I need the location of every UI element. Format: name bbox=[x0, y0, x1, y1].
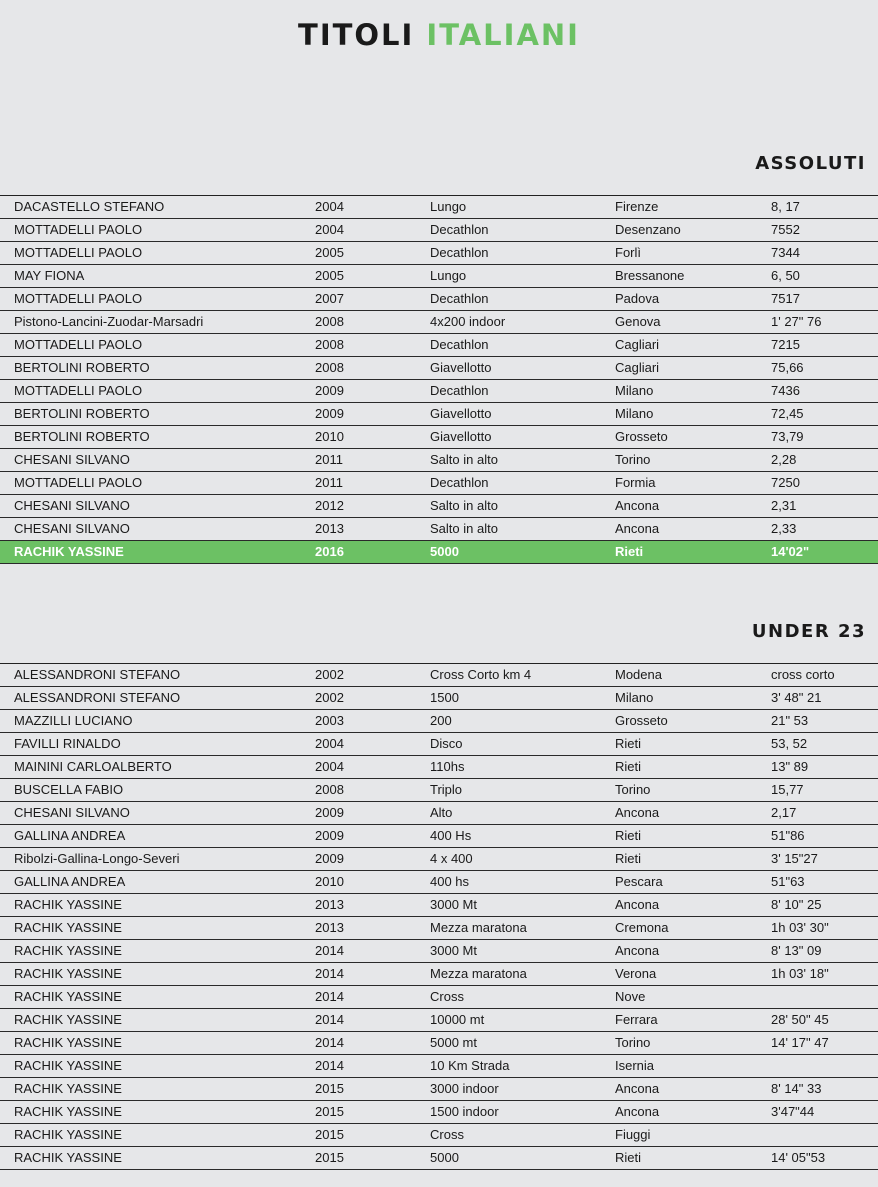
cell-city: Ancona bbox=[615, 521, 660, 536]
cell-event: 4x200 indoor bbox=[430, 314, 506, 329]
cell-result: 2,17 bbox=[771, 805, 797, 820]
cell-name: MOTTADELLI PAOLO bbox=[14, 383, 143, 398]
table-row bbox=[0, 687, 878, 710]
cell-name: RACHIK YASSINE bbox=[14, 544, 124, 559]
table-row bbox=[0, 779, 878, 802]
cell-name: RACHIK YASSINE bbox=[14, 1035, 122, 1050]
cell-name: BERTOLINI ROBERTO bbox=[14, 406, 150, 421]
cell-year: 2014 bbox=[315, 1012, 344, 1027]
cell-city: Rieti bbox=[615, 544, 644, 559]
cell-event: Decathlon bbox=[430, 475, 489, 490]
cell-name: MAININI CARLOALBERTO bbox=[14, 759, 172, 774]
cell-result: 8, 17 bbox=[771, 199, 800, 214]
table-row-highlighted bbox=[0, 541, 878, 564]
cell-year: 2005 bbox=[315, 245, 344, 260]
cell-result: 28' 50" 45 bbox=[771, 1012, 829, 1027]
cell-city: Torino bbox=[615, 1035, 651, 1050]
cell-event: 200 bbox=[430, 713, 452, 728]
cell-city: Ancona bbox=[615, 805, 660, 820]
cell-event: Giavellotto bbox=[430, 360, 492, 375]
cell-city: Verona bbox=[615, 966, 657, 981]
cell-result: 73,79 bbox=[771, 429, 804, 444]
cell-name: MOTTADELLI PAOLO bbox=[14, 337, 143, 352]
cell-year: 2010 bbox=[315, 429, 344, 444]
table-row bbox=[0, 986, 878, 1009]
table-row bbox=[0, 848, 878, 871]
cell-event: 1500 indoor bbox=[430, 1104, 499, 1119]
cell-event: 3000 Mt bbox=[430, 943, 477, 958]
cell-name: RACHIK YASSINE bbox=[14, 943, 122, 958]
cell-year: 2004 bbox=[315, 759, 344, 774]
table-row bbox=[0, 1147, 878, 1170]
cell-name: GALLINA ANDREA bbox=[14, 828, 126, 843]
cell-year: 2015 bbox=[315, 1127, 344, 1142]
cell-name: CHESANI SILVANO bbox=[14, 805, 130, 820]
cell-result: 6, 50 bbox=[771, 268, 800, 283]
cell-year: 2011 bbox=[315, 452, 343, 467]
cell-event: 3000 indoor bbox=[430, 1081, 499, 1096]
cell-name: RACHIK YASSINE bbox=[14, 966, 122, 981]
cell-year: 2004 bbox=[315, 199, 344, 214]
cell-city: Ancona bbox=[615, 943, 660, 958]
table-row bbox=[0, 1101, 878, 1124]
cell-city: Cagliari bbox=[615, 360, 660, 375]
table-row bbox=[0, 733, 878, 756]
cell-result: 21" 53 bbox=[771, 713, 809, 728]
table-row bbox=[0, 288, 878, 311]
cell-city: Grosseto bbox=[615, 713, 668, 728]
cell-result: 2,31 bbox=[771, 498, 797, 513]
cell-year: 2005 bbox=[315, 268, 344, 283]
table-row bbox=[0, 664, 878, 687]
cell-city: Nove bbox=[615, 989, 646, 1004]
cell-name: MOTTADELLI PAOLO bbox=[14, 291, 143, 306]
cell-result: 13" 89 bbox=[771, 759, 809, 774]
cell-city: Padova bbox=[615, 291, 660, 306]
table-row bbox=[0, 357, 878, 380]
cell-year: 2014 bbox=[315, 989, 344, 1004]
cell-event: Giavellotto bbox=[430, 429, 492, 444]
table-row bbox=[0, 242, 878, 265]
cell-result: 51"86 bbox=[771, 828, 805, 843]
cell-event: 3000 Mt bbox=[430, 897, 477, 912]
cell-name: MOTTADELLI PAOLO bbox=[14, 245, 143, 260]
cell-year: 2015 bbox=[315, 1104, 344, 1119]
cell-year: 2004 bbox=[315, 222, 344, 237]
table-row bbox=[0, 1009, 878, 1032]
cell-city: Rieti bbox=[615, 759, 642, 774]
table-row bbox=[0, 940, 878, 963]
cell-event: Salto in alto bbox=[430, 498, 498, 513]
table-row bbox=[0, 894, 878, 917]
table-row bbox=[0, 403, 878, 426]
table-row bbox=[0, 1055, 878, 1078]
cell-name: DACASTELLO STEFANO bbox=[14, 199, 165, 214]
cell-event: 10000 mt bbox=[430, 1012, 485, 1027]
table-row bbox=[0, 495, 878, 518]
cell-result: cross corto bbox=[771, 667, 835, 682]
cell-event: 10 Km Strada bbox=[430, 1058, 510, 1073]
cell-year: 2007 bbox=[315, 291, 344, 306]
table-row bbox=[0, 825, 878, 848]
cell-city: Ancona bbox=[615, 897, 660, 912]
cell-name: CHESANI SILVANO bbox=[14, 452, 130, 467]
cell-year: 2009 bbox=[315, 805, 344, 820]
cell-name: RACHIK YASSINE bbox=[14, 1104, 122, 1119]
cell-city: Rieti bbox=[615, 851, 642, 866]
cell-result: 8' 10" 25 bbox=[771, 897, 822, 912]
cell-result: 14'02" bbox=[771, 544, 810, 559]
cell-year: 2014 bbox=[315, 1035, 344, 1050]
cell-result: 3'47"44 bbox=[771, 1104, 815, 1119]
cell-result: 7344 bbox=[771, 245, 800, 260]
cell-year: 2002 bbox=[315, 667, 344, 682]
cell-event: Disco bbox=[430, 736, 463, 751]
cell-city: Ferrara bbox=[615, 1012, 658, 1027]
cell-year: 2013 bbox=[315, 521, 344, 536]
cell-year: 2014 bbox=[315, 966, 344, 981]
cell-event: Salto in alto bbox=[430, 452, 498, 467]
cell-event: Triplo bbox=[430, 782, 463, 797]
cell-event: Salto in alto bbox=[430, 521, 498, 536]
under23-table bbox=[0, 663, 878, 1170]
cell-event: Mezza maratona bbox=[430, 966, 527, 981]
cell-result: 7215 bbox=[771, 337, 800, 352]
cell-name: MOTTADELLI PAOLO bbox=[14, 222, 143, 237]
table-row bbox=[0, 311, 878, 334]
cell-year: 2013 bbox=[315, 920, 344, 935]
cell-event: 5000 bbox=[430, 544, 459, 559]
cell-year: 2010 bbox=[315, 874, 344, 889]
cell-name: MAZZILLI LUCIANO bbox=[14, 713, 133, 728]
cell-city: Fiuggi bbox=[615, 1127, 651, 1142]
table-row bbox=[0, 449, 878, 472]
cell-event: Cross Corto km 4 bbox=[430, 667, 532, 682]
cell-city: Rieti bbox=[615, 828, 642, 843]
cell-event: Lungo bbox=[430, 268, 467, 283]
section-heading-under23: UNDER 23 bbox=[751, 621, 866, 642]
cell-result: 7517 bbox=[771, 291, 800, 306]
cell-year: 2011 bbox=[315, 475, 343, 490]
cell-result: 7250 bbox=[771, 475, 800, 490]
cell-year: 2012 bbox=[315, 498, 344, 513]
cell-name: RACHIK YASSINE bbox=[14, 897, 122, 912]
table-row bbox=[0, 917, 878, 940]
table-row bbox=[0, 518, 878, 541]
cell-name: RACHIK YASSINE bbox=[14, 920, 122, 935]
cell-city: Rieti bbox=[615, 1150, 642, 1165]
cell-city: Firenze bbox=[615, 199, 659, 214]
cell-event: Cross bbox=[430, 1127, 464, 1142]
cell-year: 2014 bbox=[315, 1058, 344, 1073]
cell-event: 1500 bbox=[430, 690, 459, 705]
cell-name: RACHIK YASSINE bbox=[14, 1127, 122, 1142]
cell-result: 7552 bbox=[771, 222, 800, 237]
cell-event: Cross bbox=[430, 989, 464, 1004]
cell-year: 2009 bbox=[315, 406, 344, 421]
cell-year: 2014 bbox=[315, 943, 344, 958]
cell-year: 2008 bbox=[315, 782, 344, 797]
cell-result: 3' 48" 21 bbox=[771, 690, 822, 705]
cell-city: Ancona bbox=[615, 498, 660, 513]
table-row bbox=[0, 1078, 878, 1101]
cell-year: 2015 bbox=[315, 1150, 344, 1165]
cell-name: BERTOLINI ROBERTO bbox=[14, 429, 150, 444]
cell-city: Bressanone bbox=[615, 268, 685, 283]
cell-year: 2015 bbox=[315, 1081, 344, 1096]
cell-result: 3' 15"27 bbox=[771, 851, 818, 866]
page-title bbox=[0, 18, 878, 52]
cell-event: Alto bbox=[430, 805, 453, 820]
table-row bbox=[0, 871, 878, 894]
cell-name: RACHIK YASSINE bbox=[14, 1081, 122, 1096]
cell-event: Decathlon bbox=[430, 337, 489, 352]
table-row bbox=[0, 196, 878, 219]
table-row bbox=[0, 426, 878, 449]
cell-name: RACHIK YASSINE bbox=[14, 1012, 122, 1027]
cell-year: 2009 bbox=[315, 828, 344, 843]
cell-event: 400 hs bbox=[430, 874, 470, 889]
cell-name: RACHIK YASSINE bbox=[14, 989, 122, 1004]
table-row bbox=[0, 710, 878, 733]
title-part2: ITALIANI bbox=[426, 18, 580, 52]
cell-city: Milano bbox=[615, 406, 654, 421]
table-row bbox=[0, 802, 878, 825]
cell-name: RACHIK YASSINE bbox=[14, 1058, 122, 1073]
cell-year: 2008 bbox=[315, 360, 344, 375]
cell-name: CHESANI SILVANO bbox=[14, 498, 130, 513]
cell-result: 72,45 bbox=[771, 406, 804, 421]
table-row bbox=[0, 472, 878, 495]
cell-event: Decathlon bbox=[430, 222, 489, 237]
cell-city: Torino bbox=[615, 782, 651, 797]
cell-city: Ancona bbox=[615, 1104, 660, 1119]
cell-name: ALESSANDRONI STEFANO bbox=[14, 690, 181, 705]
cell-name: MOTTADELLI PAOLO bbox=[14, 475, 143, 490]
cell-year: 2009 bbox=[315, 851, 344, 866]
cell-event: 5000 mt bbox=[430, 1035, 477, 1050]
cell-event: Giavellotto bbox=[430, 406, 492, 421]
cell-result: 1h 03' 30" bbox=[771, 920, 829, 935]
cell-event: Decathlon bbox=[430, 383, 489, 398]
cell-city: Desenzano bbox=[615, 222, 681, 237]
cell-result: 1' 27" 76 bbox=[771, 314, 822, 329]
cell-result: 8' 14" 33 bbox=[771, 1081, 822, 1096]
table-row bbox=[0, 219, 878, 242]
section-heading-assoluti: ASSOLUTI bbox=[755, 153, 866, 174]
cell-city: Ancona bbox=[615, 1081, 660, 1096]
cell-city: Forlì bbox=[615, 245, 641, 260]
table-row bbox=[0, 334, 878, 357]
cell-event: 5000 bbox=[430, 1150, 459, 1165]
cell-result: 75,66 bbox=[771, 360, 804, 375]
cell-city: Milano bbox=[615, 690, 654, 705]
cell-result: 53, 52 bbox=[771, 736, 808, 751]
cell-name: BERTOLINI ROBERTO bbox=[14, 360, 150, 375]
cell-result: 8' 13" 09 bbox=[771, 943, 822, 958]
cell-city: Genova bbox=[615, 314, 661, 329]
table-row bbox=[0, 963, 878, 986]
cell-result: 51"63 bbox=[771, 874, 805, 889]
cell-event: Lungo bbox=[430, 199, 467, 214]
cell-year: 2002 bbox=[315, 690, 344, 705]
cell-name: BUSCELLA FABIO bbox=[14, 782, 124, 797]
cell-name: GALLINA ANDREA bbox=[14, 874, 126, 889]
cell-city: Formia bbox=[615, 475, 656, 490]
title-part1: TITOLI bbox=[298, 18, 415, 52]
cell-result: 15,77 bbox=[771, 782, 804, 797]
cell-year: 2008 bbox=[315, 314, 344, 329]
cell-name: MAY FIONA bbox=[14, 268, 85, 283]
table-row bbox=[0, 1124, 878, 1147]
cell-year: 2003 bbox=[315, 713, 344, 728]
cell-city: Rieti bbox=[615, 736, 642, 751]
table-row bbox=[0, 756, 878, 779]
cell-city: Cremona bbox=[615, 920, 669, 935]
cell-year: 2008 bbox=[315, 337, 344, 352]
cell-result: 14' 17" 47 bbox=[771, 1035, 829, 1050]
cell-city: Cagliari bbox=[615, 337, 660, 352]
cell-year: 2016 bbox=[315, 544, 344, 559]
cell-year: 2013 bbox=[315, 897, 344, 912]
cell-name: FAVILLI RINALDO bbox=[14, 736, 121, 751]
cell-city: Torino bbox=[615, 452, 651, 467]
cell-result: 2,33 bbox=[771, 521, 797, 536]
cell-year: 2009 bbox=[315, 383, 344, 398]
cell-result: 2,28 bbox=[771, 452, 797, 467]
cell-result: 7436 bbox=[771, 383, 800, 398]
cell-event: 4 x 400 bbox=[430, 851, 473, 866]
cell-result: 1h 03' 18" bbox=[771, 966, 829, 981]
cell-event: Decathlon bbox=[430, 291, 489, 306]
table-row bbox=[0, 380, 878, 403]
cell-city: Pescara bbox=[615, 874, 663, 889]
table-row bbox=[0, 1032, 878, 1055]
cell-event: Decathlon bbox=[430, 245, 489, 260]
cell-event: Mezza maratona bbox=[430, 920, 527, 935]
table-row bbox=[0, 265, 878, 288]
cell-name: Pistono-Lancini-Zuodar-Marsadri bbox=[14, 314, 204, 329]
cell-name: Ribolzi-Gallina-Longo-Severi bbox=[14, 851, 180, 866]
cell-city: Grosseto bbox=[615, 429, 668, 444]
assoluti-table bbox=[0, 195, 878, 564]
cell-city: Modena bbox=[615, 667, 662, 682]
cell-name: CHESANI SILVANO bbox=[14, 521, 130, 536]
cell-result: 14' 05"53 bbox=[771, 1150, 826, 1165]
cell-year: 2004 bbox=[315, 736, 344, 751]
cell-city: Isernia bbox=[615, 1058, 655, 1073]
cell-city: Milano bbox=[615, 383, 654, 398]
cell-event: 110hs bbox=[430, 759, 465, 774]
cell-name: ALESSANDRONI STEFANO bbox=[14, 667, 181, 682]
cell-name: RACHIK YASSINE bbox=[14, 1150, 122, 1165]
cell-event: 400 Hs bbox=[430, 828, 472, 843]
